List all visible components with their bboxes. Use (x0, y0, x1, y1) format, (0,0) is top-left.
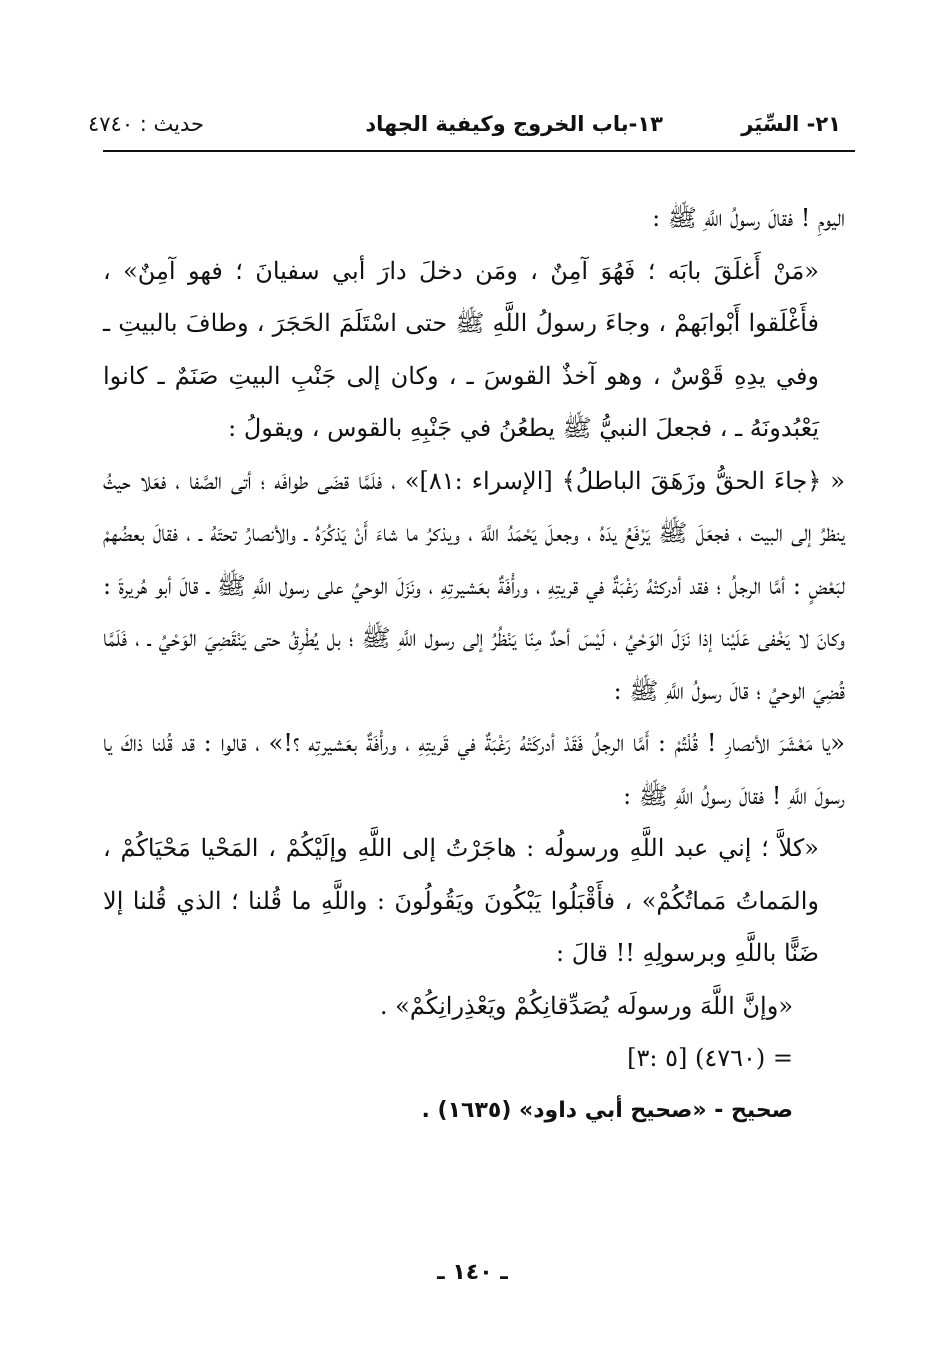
chapter-title: ١٣-باب الخروج وكيفية الجهاد (365, 112, 663, 136)
page-number: ـ ١٤٠ ـ (437, 1260, 508, 1285)
running-header (88, 108, 853, 144)
paragraph: اليومِ ! فقالَ رسولُ اللَّهِ ﷺ : (652, 204, 845, 232)
header-divider (103, 150, 855, 152)
paragraph: «يا مَعْشَرَ الأنصارِ ! قُلْتُمْ : أَمَّا الرجلُ فَقَدْ أدركَتْهُ رَغْبَةٌ في قَريتِهِ ، ورأْفَةٌ بعَشيرتِه ؟!» ، قالوا : قد قُلنا ذاكَ يا رسولَ اللَّهِ ! فقالَ رسولُ اللَّهِ ﷺ : (103, 729, 845, 810)
main-text (103, 192, 845, 1137)
paragraph: «مَنْ أَغلَقَ بابَه ؛ فَهُوَ آمِنٌ ، ومَن دخلَ دارَ أبي سفيانَ ؛ فهو آمِنٌ» ، فأَغْلَقوا أَبْوابَهمْ ، وجاءَ رسولُ اللَّهِ ﷺ حتى اسْتَلَمَ الحَجَرَ ، وطافَ بالبيتِ ـ وفي يدِهِ قَوْسٌ ، وهو آخذٌ القوسَ ـ ، وكان إلى جَنْبِ البيتِ صَنَمٌ ـ كانوا يَعْبُدونَهُ ـ ، فجعلَ النبيُّ ﷺ يطعُنُ في جَنْبِهِ بالقوس ، ويقولُ : (103, 256, 820, 442)
book-title: ٢١- السِّيَر (741, 112, 841, 136)
paragraph: «كلاَّ ؛ إني عبد اللَّهِ ورسولُه : هاجَرْتُ إلى اللَّهِ وإلَيْكُمْ ، المَحْيا مَحْيَاكُمْ ، والمَماتُ مَماتُكُمْ» ، فأَقْبَلُوا يَبْكُونَ ويَقُولُونَ : واللَّهِ ما قُلنا ؛ الذي قُلنا إلا ضَنًّا باللَّهِ وبرسولِهِ !! قالَ : (103, 834, 819, 967)
cross-reference: = (٤٧٦٠) [٥ :٣] (627, 1044, 793, 1072)
hadith-grading: صحيح - «صحيح أبي داود» (١٦٣٥) . (421, 1097, 793, 1123)
hadith-number: حديث : ٤٧٤٠ (88, 112, 205, 136)
closing-quote: «وإنَّ اللَّهَ ورسولَه يُصَدِّقانِكُمْ ويَعْذِرانِكُمْ» . (379, 991, 793, 1020)
paragraph: « ﴿جاءَ الحقُّ وزَهَقَ الباطلُ﴾ [الإسراء :٨١]» ، فلَمَّا قضَى طوافَه ؛ أتى الصَّفا ، فعَلا حيثُ ينظرُ إلى البيت ، فجعَلَ ﷺ يَرْفَعُ يدَهُ ، وجعلَ يَحْمَدُ اللَّهَ ، ويذكرُ ما شاءَ أَنْ يَذكُرَهُ ـ والأنصارُ تحتَهُ ـ ، فقالَ بعضُهمْ لبَعْضٍ : أمَّا الرجلُ ؛ فقد أدركتْهُ رَغْبَةٌ في قريتِهِ ، ورأْفَةٌ بعَشيرتِهِ ، ونَزَلَ الوحيُ على رسول اللَّهِ ﷺ ـ قالَ أبو هُريرةَ : وكانَ لا يَخْفى عَلَيْنا إذا نَزَلَ الوَحْيُ ، لَيْسَ أحدٌ مِنّا يَنْظُرُ إلى رسول اللَّهِ ﷺ ؛ بل يُطْرِقُ حتى يَنْقَضِيَ الوَحْيُ ـ ، فَلَمَّا قُضِيَ الوحيُ ؛ قالَ رسولُ اللَّهِ ﷺ : (103, 466, 845, 705)
